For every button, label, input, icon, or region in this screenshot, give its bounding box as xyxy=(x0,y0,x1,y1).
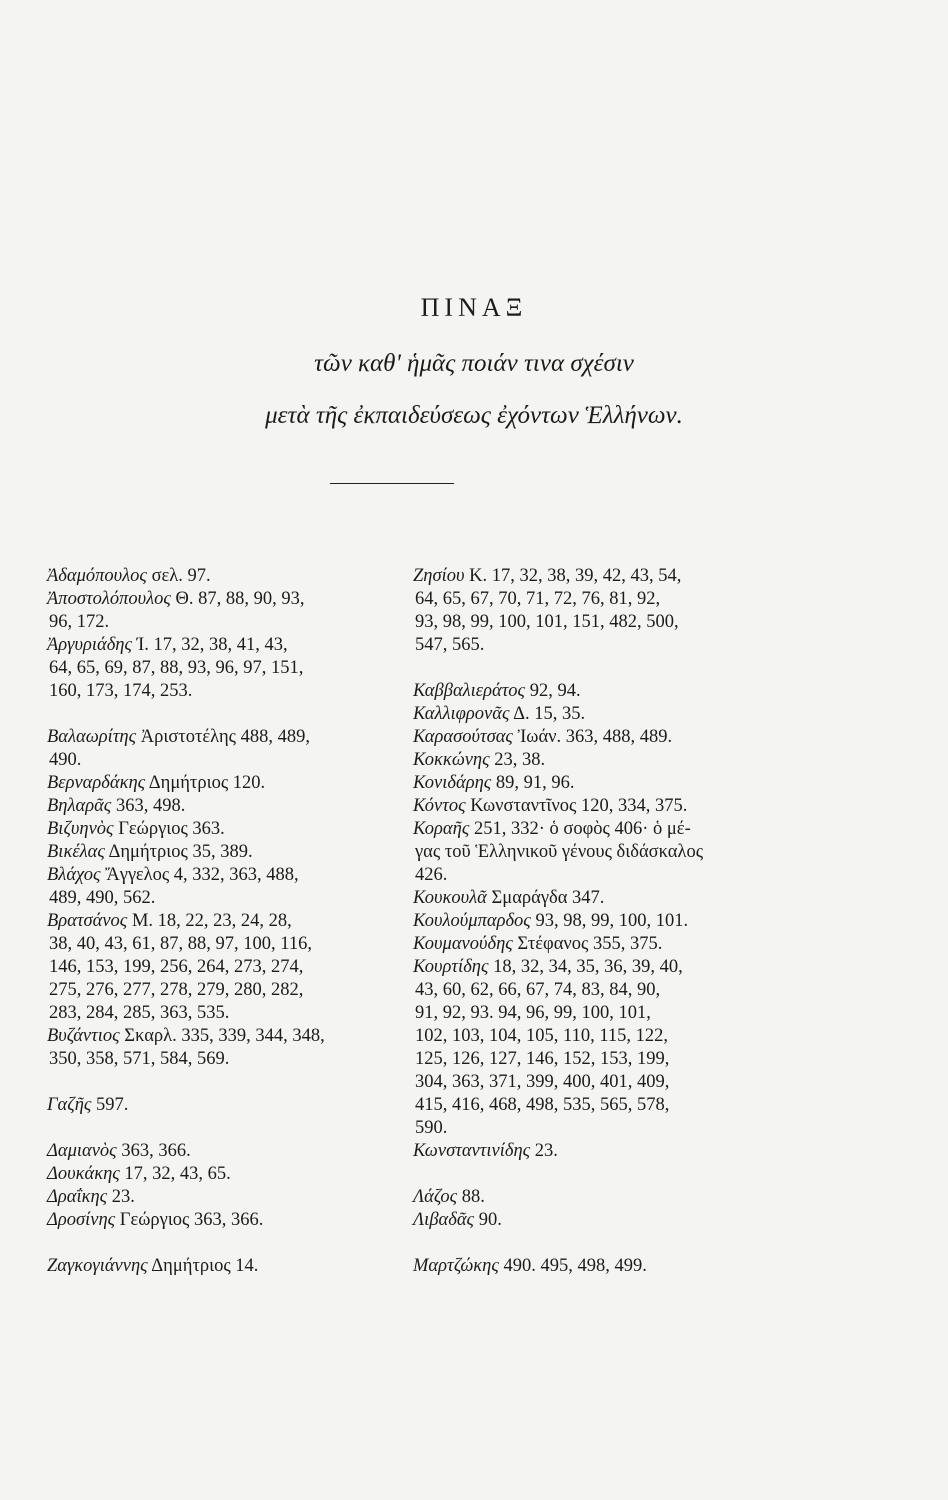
entry-name: Λάζος xyxy=(413,1187,458,1207)
index-entry xyxy=(413,703,765,726)
entry-pages: 275, 276, 277, 278, 279, 280, 282, xyxy=(49,980,304,1000)
entry-name: Κουλούμπαρδος xyxy=(413,911,531,931)
index-entry xyxy=(47,864,382,910)
entry-pages: 160, 173, 174, 253. xyxy=(49,681,193,701)
section-gap xyxy=(413,657,765,680)
entry-name: Ζησίου xyxy=(413,566,465,586)
index-entry xyxy=(413,1209,765,1232)
entry-line xyxy=(47,933,382,956)
entry-line xyxy=(47,910,382,933)
entry-line xyxy=(47,1048,382,1071)
entry-line xyxy=(47,749,382,772)
index-entry xyxy=(413,680,765,703)
entry-name: Βλάχος xyxy=(47,865,101,885)
entry-line xyxy=(47,726,382,749)
index-entry xyxy=(47,726,382,772)
section-gap xyxy=(47,1071,382,1094)
section-gap xyxy=(47,703,382,726)
entry-pages: 304, 363, 371, 399, 400, 401, 409, xyxy=(415,1072,670,1092)
entry-pages: 23. xyxy=(530,1141,558,1161)
entry-name: Κουμανούδης xyxy=(413,934,513,954)
index-entry xyxy=(413,795,765,818)
index-entry xyxy=(47,1186,382,1209)
entry-pages: 597. xyxy=(91,1095,129,1115)
entry-line xyxy=(47,657,382,680)
entry-pages: 426. xyxy=(415,865,448,885)
entry-line xyxy=(413,864,765,887)
index-entry xyxy=(47,634,382,703)
entry-line xyxy=(413,841,765,864)
entry-pages: Κ. 17, 32, 38, 39, 42, 43, 54, xyxy=(464,566,682,586)
entry-line xyxy=(47,680,382,703)
index-entry xyxy=(47,1094,382,1117)
entry-line xyxy=(413,979,765,1002)
entry-line xyxy=(47,1209,382,1232)
entry-pages: 43, 60, 62, 66, 67, 74, 83, 84, 90, xyxy=(415,980,661,1000)
index-entry xyxy=(47,841,382,864)
entry-line xyxy=(47,611,382,634)
entry-name: Λιβαδᾶς xyxy=(413,1210,475,1230)
entry-pages: Θ. 87, 88, 90, 93, xyxy=(170,589,305,609)
entry-name: Γαζῆς xyxy=(47,1095,92,1115)
entry-name: Δροσίνης xyxy=(47,1210,116,1230)
entry-pages: 38, 40, 43, 61, 87, 88, 97, 100, 116, xyxy=(49,934,312,954)
entry-name: Κοραῆς xyxy=(413,819,470,839)
entry-pages: Σμαράγδα 347. xyxy=(486,888,605,908)
entry-line xyxy=(413,1071,765,1094)
entry-name: Καρασούτσας xyxy=(413,727,513,747)
index-entry xyxy=(413,1186,765,1209)
entry-line xyxy=(413,1048,765,1071)
entry-line xyxy=(413,726,765,749)
entry-name: Ἀδαμόπουλος xyxy=(47,566,147,586)
entry-pages: 489, 490, 562. xyxy=(49,888,156,908)
entry-pages: Ἰωάν. 363, 488, 489. xyxy=(512,727,673,747)
entry-pages: 23, 38. xyxy=(489,750,546,770)
entry-pages: σελ. 97. xyxy=(146,566,211,586)
index-entry xyxy=(413,749,765,772)
entry-pages: Κωνσταντῖνος 120, 334, 375. xyxy=(465,796,688,816)
entry-name: Κοκκώνης xyxy=(413,750,490,770)
entry-line xyxy=(47,956,382,979)
entry-line xyxy=(413,749,765,772)
entry-pages: γας τοῦ Ἑλληνικοῦ γένους διδάσκαλος xyxy=(415,842,704,862)
entry-line xyxy=(47,818,382,841)
entry-line xyxy=(47,864,382,887)
entry-pages: 146, 153, 199, 256, 264, 273, 274, xyxy=(49,957,304,977)
entry-pages: 17, 32, 43, 65. xyxy=(119,1164,231,1184)
entry-pages: Σκαρλ. 335, 339, 344, 348, xyxy=(119,1026,325,1046)
entry-pages: 64, 65, 69, 87, 88, 93, 96, 97, 151, xyxy=(49,658,304,678)
index-entry xyxy=(413,910,765,933)
entry-name: Καλλιφρονᾶς xyxy=(413,704,510,724)
entry-line xyxy=(47,1140,382,1163)
entry-pages: 18, 32, 34, 35, 36, 39, 40, xyxy=(488,957,683,977)
entry-name: Βικέλας xyxy=(47,842,105,862)
entry-line xyxy=(413,1186,765,1209)
entry-pages: 91, 92, 93. 94, 96, 99, 100, 101, xyxy=(415,1003,651,1023)
entry-line xyxy=(413,795,765,818)
entry-name: Κωνσταντινίδης xyxy=(413,1141,531,1161)
entry-name: Κόντος xyxy=(413,796,466,816)
entry-name: Κονιδάρης xyxy=(413,773,492,793)
entry-pages: 96, 172. xyxy=(49,612,110,632)
entry-line xyxy=(413,1209,765,1232)
entry-pages: 490. 495, 498, 499. xyxy=(498,1256,647,1276)
entry-pages: Γεώργιος 363, 366. xyxy=(115,1210,264,1230)
entry-pages: Δημήτριος 14. xyxy=(147,1256,259,1276)
index-entry xyxy=(47,1255,382,1278)
entry-line xyxy=(413,680,765,703)
index-entry xyxy=(47,588,382,634)
entry-line xyxy=(47,887,382,910)
section-gap xyxy=(413,1163,765,1186)
entry-pages: 90. xyxy=(474,1210,502,1230)
index-entry xyxy=(47,818,382,841)
entry-name: Κουρτίδης xyxy=(413,957,489,977)
entry-name: Κουκουλᾶ xyxy=(413,888,487,908)
index-column-right xyxy=(413,565,765,1278)
entry-name: Βηλαρᾶς xyxy=(47,796,112,816)
entry-pages: 93, 98, 99, 100, 101. xyxy=(530,911,689,931)
entry-line xyxy=(47,979,382,1002)
entry-pages: 283, 284, 285, 363, 535. xyxy=(49,1003,230,1023)
entry-pages: 363, 498. xyxy=(111,796,186,816)
entry-line xyxy=(413,703,765,726)
entry-pages: 102, 103, 104, 105, 110, 115, 122, xyxy=(415,1026,669,1046)
index-entry xyxy=(47,1163,382,1186)
entry-pages: Δημήτριος 120. xyxy=(145,773,266,793)
entry-name: Βερναρδάκης xyxy=(47,773,146,793)
entry-name: Δουκάκης xyxy=(47,1164,120,1184)
entry-line xyxy=(413,1002,765,1025)
section-gap xyxy=(47,1117,382,1140)
index-entry xyxy=(47,565,382,588)
index-entry xyxy=(47,910,382,1025)
index-entry xyxy=(47,1025,382,1071)
entry-line xyxy=(47,1002,382,1025)
entry-line xyxy=(47,841,382,864)
index-entry xyxy=(47,795,382,818)
entry-name: Δαμιανὸς xyxy=(47,1141,117,1161)
entry-pages: 88. xyxy=(457,1187,485,1207)
entry-name: Ζαγκογιάννης xyxy=(47,1256,148,1276)
entry-line xyxy=(47,795,382,818)
entry-pages: 350, 358, 571, 584, 569. xyxy=(49,1049,230,1069)
entry-name: Βρατσάνος xyxy=(47,911,128,931)
entry-line xyxy=(47,1255,382,1278)
section-gap xyxy=(47,1232,382,1255)
entry-name: Ἀργυριάδης xyxy=(47,635,132,655)
index-entry xyxy=(413,565,765,657)
index-entry xyxy=(47,1209,382,1232)
subtitle-line-1: τῶν καθ' ἡμᾶς ποιάν τινα σχέσιν xyxy=(314,350,634,377)
index-entry xyxy=(413,887,765,910)
entry-pages: 590. xyxy=(415,1118,448,1138)
entry-pages: 89, 91, 96. xyxy=(491,773,575,793)
entry-line xyxy=(413,565,765,588)
entry-pages: 93, 98, 99, 100, 101, 151, 482, 500, xyxy=(415,612,679,632)
entry-line xyxy=(413,1025,765,1048)
entry-pages: Γεώργιος 363. xyxy=(113,819,225,839)
entry-line xyxy=(413,634,765,657)
entry-line xyxy=(47,772,382,795)
entry-pages: Ἄγγελος 4, 332, 363, 488, xyxy=(100,865,299,885)
entry-line xyxy=(413,1255,765,1278)
entry-line xyxy=(413,887,765,910)
entry-name: Βιζυηνὸς xyxy=(47,819,114,839)
subtitle-line-2: μετὰ τῆς ἐκπαιδεύσεως ἐχόντων Ἑλλήνων. xyxy=(265,402,683,429)
entry-line xyxy=(413,818,765,841)
entry-line xyxy=(47,634,382,657)
entry-pages: 64, 65, 67, 70, 71, 72, 76, 81, 92, xyxy=(415,589,661,609)
entry-name: Δραΐκης xyxy=(47,1187,108,1207)
entry-line xyxy=(413,772,765,795)
entry-line xyxy=(413,611,765,634)
entry-pages: 363, 366. xyxy=(116,1141,191,1161)
entry-pages: Στέφανος 355, 375. xyxy=(512,934,663,954)
index-entry xyxy=(413,726,765,749)
entry-line xyxy=(413,588,765,611)
entry-pages: Δημήτριος 35, 389. xyxy=(104,842,253,862)
entry-pages: 125, 126, 127, 146, 152, 153, 199, xyxy=(415,1049,670,1069)
index-title: ΠΙΝΑΞ xyxy=(420,293,528,322)
entry-pages: Μ. 18, 22, 23, 24, 28, xyxy=(127,911,292,931)
entry-line xyxy=(413,910,765,933)
title-divider xyxy=(330,483,454,484)
entry-name: Βαλαωρίτης xyxy=(47,727,137,747)
entry-pages: Ἀριστοτέλης 488, 489, xyxy=(136,727,310,747)
section-gap xyxy=(413,1232,765,1255)
entry-pages: Ί. 17, 32, 38, 41, 43, xyxy=(131,635,288,655)
entry-line xyxy=(413,1094,765,1117)
index-entry xyxy=(413,933,765,956)
index-entry xyxy=(47,1140,382,1163)
index-entry xyxy=(413,1255,765,1278)
index-entry xyxy=(413,818,765,887)
entry-line xyxy=(413,933,765,956)
index-entry xyxy=(413,956,765,1140)
index-column-left xyxy=(47,565,382,1278)
entry-name: Βυζάντιος xyxy=(47,1026,120,1046)
entry-line xyxy=(47,1163,382,1186)
entry-line xyxy=(47,1025,382,1048)
entry-pages: 251, 332· ὁ σοφὸς 406· ὁ μέ- xyxy=(469,819,691,839)
entry-line xyxy=(47,1094,382,1117)
entry-pages: 490. xyxy=(49,750,82,770)
index-entry xyxy=(413,1140,765,1163)
index-entry xyxy=(47,772,382,795)
entry-pages: Δ. 15, 35. xyxy=(509,704,586,724)
entry-line xyxy=(47,565,382,588)
entry-line xyxy=(413,1117,765,1140)
entry-pages: 92, 94. xyxy=(525,681,581,701)
entry-name: Καββαλιεράτος xyxy=(413,681,526,701)
entry-line xyxy=(47,588,382,611)
entry-line xyxy=(413,956,765,979)
entry-pages: 547, 565. xyxy=(415,635,485,655)
entry-pages: 415, 416, 468, 498, 535, 565, 578, xyxy=(415,1095,670,1115)
entry-line xyxy=(413,1140,765,1163)
entry-pages: 23. xyxy=(107,1187,135,1207)
entry-name: Ἀποστολόπουλος xyxy=(47,589,171,609)
entry-line xyxy=(47,1186,382,1209)
entry-name: Μαρτζώκης xyxy=(413,1256,499,1276)
index-entry xyxy=(413,772,765,795)
